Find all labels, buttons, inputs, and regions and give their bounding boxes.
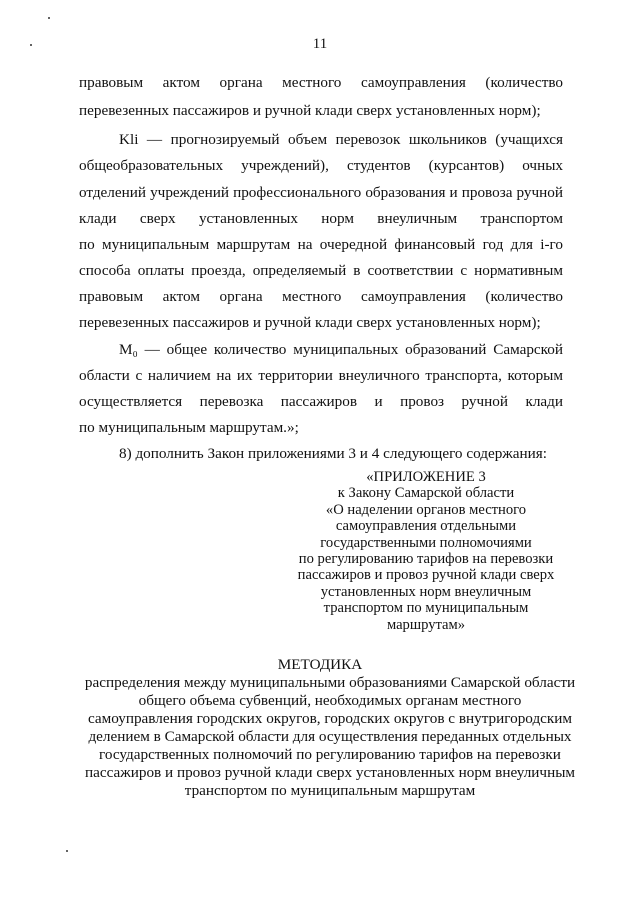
appendix-line: самоуправления отдельными — [335, 518, 517, 535]
document-title: МЕТОДИКА — [277, 656, 363, 673]
scan-speck — [66, 850, 68, 852]
body-line: способа оплаты проезда, определяемый в соответствии с нормативным — [79, 262, 563, 279]
appendix-line: пассажиров и провоз ручной клади сверх — [297, 567, 555, 584]
body-line: отделений учреждений профессионального образования и провоза ручной — [79, 184, 563, 201]
body-line: осуществляется перевозка пассажиров и провоз ручной клади — [79, 393, 563, 410]
appendix-line: «О наделении органов местного — [325, 501, 527, 518]
appendix-line: государственными полномочиями — [320, 534, 532, 551]
appendix-header — [292, 469, 560, 633]
body-line: по муниципальным маршрутам.»; — [79, 419, 299, 436]
body-line: 8) дополнить Закон приложениями 3 и 4 следующего содержания: — [119, 445, 547, 462]
subtitle-line: самоуправления городских округов, городских округов с внутригородским — [87, 710, 573, 727]
body-line: М₀ — общее количество муниципальных образований Самарской — [119, 341, 563, 358]
appendix-line: транспортом по муниципальным — [323, 600, 529, 617]
appendix-line: установленных норм внеуличным — [320, 583, 532, 600]
appendix-line: по регулированию тарифов на перевозки — [298, 551, 554, 568]
scan-speck — [48, 17, 50, 19]
appendix-line: к Закону Самарской области — [337, 485, 515, 502]
subtitle-line: делением в Самарской области для осуществления переданных отдельных — [88, 728, 572, 745]
body-line: перевезенных пассажиров и ручной клади сверх установленных норм); — [79, 102, 541, 119]
subtitle-line: распределения между муниципальными образованиями Самарской области — [84, 674, 576, 691]
appendix-line: маршрутам» — [386, 616, 466, 633]
body-line: перевезенных пассажиров и ручной клади сверх установленных норм); — [79, 314, 541, 331]
body-line: правовым актом органа местного самоуправления (количество — [79, 74, 563, 91]
body-line: клади сверх установленных норм внеуличным транспортом — [79, 210, 563, 227]
body-line: Kli — прогнозируемый объем перевозок школьников (учащихся — [119, 131, 563, 148]
body-line: общеобразовательных учреждений), студентов (курсантов) очных — [79, 157, 563, 174]
subtitle-line: государственных полномочий по регулированию тарифов на перевозки — [99, 746, 561, 763]
body-line: правовым актом органа местного самоуправления (количество — [79, 288, 563, 305]
appendix-line: «ПРИЛОЖЕНИЕ 3 — [366, 469, 486, 485]
subtitle-line: общего объема субвенций, необходимых органам местного — [138, 692, 522, 709]
page-number: 11 — [312, 36, 328, 52]
subtitle-line: транспортом по муниципальным маршрутам — [184, 782, 476, 799]
body-line: области с наличием на их территории внеуличного транспорта, которым — [79, 367, 563, 384]
body-line: по муниципальным маршрутам на очередной финансовый год для i-го — [79, 236, 563, 253]
subtitle-line: пассажиров и провоз ручной клади сверх установленных норм внеуличным — [84, 764, 576, 781]
